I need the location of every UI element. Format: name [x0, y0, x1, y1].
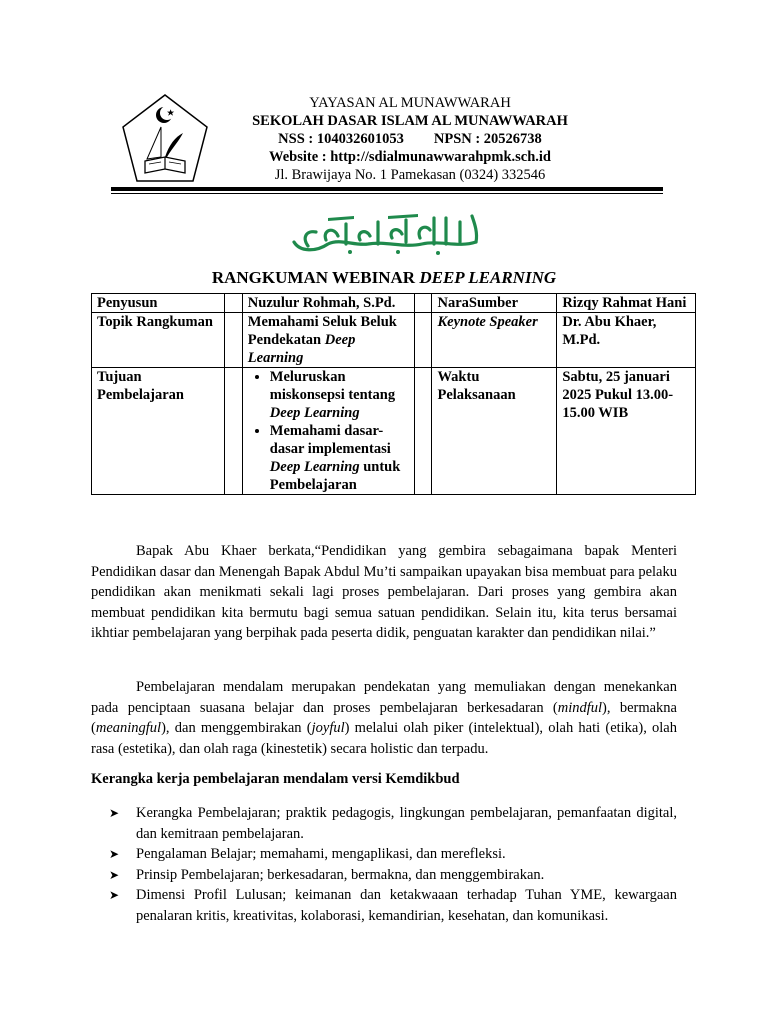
list-item: • Meluruskan miskonsepsi tentang Deep Learning: [270, 368, 409, 422]
bismillah-calligraphy: [288, 208, 484, 258]
document-title: [0, 268, 768, 288]
topic-emphasis: Deep Learning: [247, 332, 356, 366]
table-cell-spacer: [414, 368, 432, 495]
list-item: ➤ Prinsip Pembelajaran; berkesadaran, bermakna, dan menggembirakan.: [91, 865, 677, 886]
arrow-bullet-icon: ➤: [109, 847, 120, 861]
table-cell-value: Nuzulur Rohmah, S.Pd.: [242, 294, 414, 313]
table-cell-value: Sabtu, 25 januari 2025 Pukul 13.00-15.00 WIB: [557, 368, 696, 495]
table-row: [92, 368, 696, 495]
table-cell-label: Topik Rangkuman: [92, 313, 225, 368]
topic-text: Memahami Seluk Beluk Pendekatan: [247, 314, 397, 348]
list-item: • Memahami dasar-dasar implementasi Deep Learning untuk Pembelajaran: [270, 422, 409, 494]
table-cell-label: Waktu Pelaksanaan: [432, 368, 557, 495]
table-cell-label: NaraSumber: [432, 294, 557, 313]
document-title-main: RANGKUMAN WEBINAR: [211, 268, 420, 287]
npsn-number: NPSN : 20526738: [433, 131, 542, 147]
table-row: [92, 313, 696, 368]
table-cell-value: [242, 313, 414, 368]
table-cell-spacer: [414, 313, 432, 368]
table-cell-spacer: [224, 294, 242, 313]
section-heading: Kerangka kerja pembelajaran mendalam versi Kemdikbud: [91, 771, 460, 787]
school-website: Website : http://sdialmunawwarahpmk.sch.id: [269, 149, 551, 165]
letterhead-rule-thick: [111, 187, 663, 191]
table-cell-value: Rizqy Rahmat Hani: [557, 294, 696, 313]
framework-list: [91, 803, 677, 926]
table-cell-spacer: [224, 368, 242, 495]
table-cell-value: Dr. Abu Khaer, M.Pd.: [557, 313, 696, 368]
table-cell-label: Penyusun: [92, 294, 225, 313]
school-logo: [121, 93, 209, 185]
learning-goals-list: [248, 368, 409, 494]
nss-number: NSS : 104032601053: [278, 131, 404, 147]
table-cell-spacer: [224, 313, 242, 368]
school-ids: [200, 130, 620, 148]
list-item: ➤ Dimensi Profil Lulusan; keimanan dan ketakwaaan terhadap Tuhan YME, kewargaan penalaran kritis, kreativitas, kolaborasi, kemandirian, kesehatan, dan komunikasi.: [109, 887, 677, 924]
list-item: ➤ Kerangka Pembelajaran; praktik pedagogis, lingkungan pembelajaran, pemanfaatan digital, dan kemitraan pembelajaran.: [109, 805, 677, 842]
table-cell-label: [432, 313, 557, 368]
letterhead: [200, 94, 620, 184]
table-cell-spacer: [414, 294, 432, 313]
foundation-name: YAYASAN AL MUNAWWARAH: [309, 95, 511, 111]
paragraph-deep-learning: Pembelajaran mendalam merupakan pendekatan yang memuliakan dengan menekankan pada penciptaan suasana belajar dan proses pembelajaran berkesadaran (mindful), bermakna (meaningful), dan menggembirakan (joyful) melalui olah piker (intelektual), olah hati (etika), olah rasa (estetika), dan olah raga (kinestetik) secara holistic dan terpadu.: [91, 679, 677, 757]
table-row: [92, 294, 696, 313]
school-address: Jl. Brawijaya No. 1 Pamekasan (0324) 332546: [274, 167, 546, 183]
school-name: SEKOLAH DASAR ISLAM AL MUNAWWARAH: [252, 113, 568, 129]
arrow-bullet-icon: ➤: [109, 806, 120, 820]
arrow-bullet-icon: ➤: [109, 867, 120, 882]
table-cell-value: [242, 368, 414, 495]
arrow-bullet-icon: ➤: [109, 888, 120, 902]
table-cell-label: Tujuan Pembelajaran: [92, 368, 225, 495]
paragraph-quote: Bapak Abu Khaer berkata,“Pendidikan yang gembira sebagaimana bapak Menteri Pendidikan dasar dan Menengah Bapak Abdul Mu’ti sampaikan upayakan bisa membuat para pelaku pendidikan akan menikmati sekali lagi proses pembelajaran. Dari proses yang gembira akan membuat pendidikan kita bermutu bagi semua satuan pendidikan. Selain itu, kita terus bersamai ikhtiar pembelajaran yang berpihak pada peserta didik, penguatan karakter dan pendidikan nilai.”: [91, 543, 677, 641]
webinar-info-table: [91, 293, 696, 495]
keynote-label: Keynote Speaker: [437, 314, 538, 330]
document-title-emphasis: DEEP LEARNING: [419, 268, 557, 287]
letterhead-rule-thin: [111, 193, 663, 194]
list-item: ➤ Pengalaman Belajar; memahami, mengaplikasi, dan merefleksi.: [91, 844, 677, 865]
